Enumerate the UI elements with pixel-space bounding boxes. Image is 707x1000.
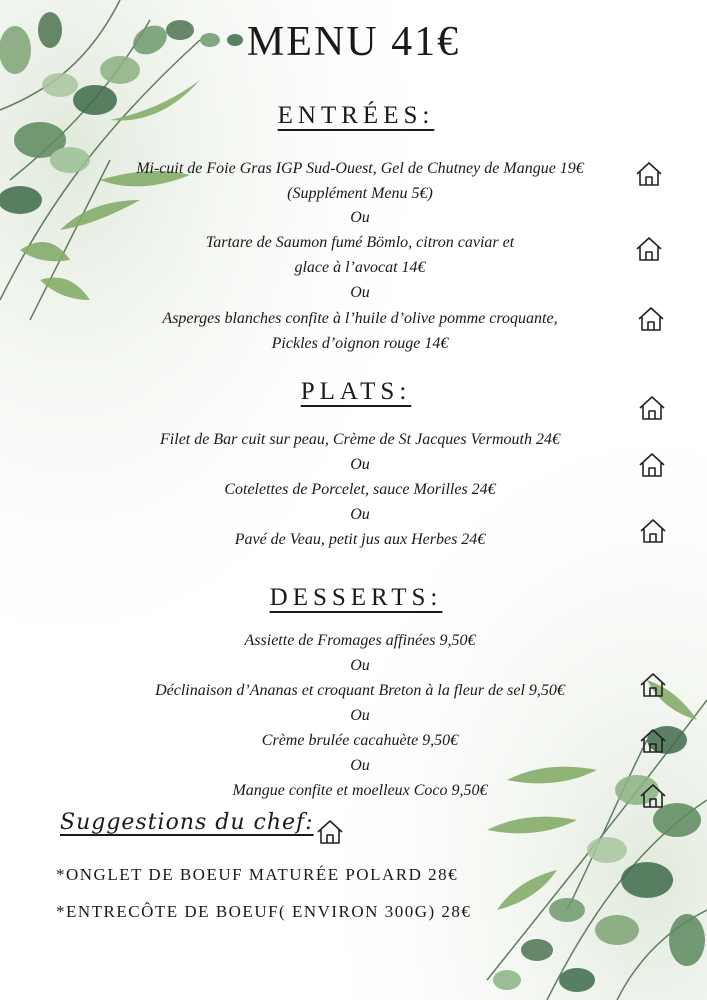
separator-ou: Ou bbox=[350, 456, 370, 473]
house-icon bbox=[637, 306, 665, 332]
entree-line: (Supplément Menu 5€) bbox=[287, 185, 433, 202]
house-icon bbox=[638, 452, 666, 478]
house-icon bbox=[635, 161, 663, 187]
plat-line: Cotelettes de Porcelet, sauce Morilles 24€ bbox=[224, 481, 496, 498]
entree-line: Pickles d’oignon rouge 14€ bbox=[271, 335, 449, 352]
house-icon bbox=[639, 728, 667, 754]
entree-line: Asperges blanches confite à l’huile d’olive pomme croquante, bbox=[162, 310, 558, 327]
entree-line: Mi-cuit de Foie Gras IGP Sud-Ouest, Gel de Chutney de Mangue 19€ bbox=[136, 160, 584, 177]
section-title-plats: PLATS: bbox=[300, 378, 412, 405]
entree-line: Tartare de Saumon fumé Bömlo, citron caviar et bbox=[205, 234, 515, 251]
section-title-desserts: DESSERTS: bbox=[269, 584, 443, 611]
separator-ou: Ou bbox=[350, 209, 370, 226]
house-icon bbox=[316, 819, 344, 845]
separator-ou: Ou bbox=[350, 757, 370, 774]
house-icon bbox=[639, 518, 667, 544]
plat-line: Pavé de Veau, petit jus aux Herbes 24€ bbox=[234, 531, 486, 548]
entree-line: glace à l’avocat 14€ bbox=[294, 259, 426, 276]
section-title-entrees: ENTRÉES: bbox=[277, 102, 435, 129]
house-icon bbox=[635, 236, 663, 262]
house-icon bbox=[639, 783, 667, 809]
dessert-line: Mangue confite et moelleux Coco 9,50€ bbox=[232, 782, 488, 799]
dessert-line: Déclinaison d’Ananas et croquant Breton à la fleur de sel 9,50€ bbox=[155, 682, 565, 699]
suggestion-item: *ONGLET DE BOEUF MATURÉE POLARD 28€ bbox=[56, 865, 459, 884]
house-icon bbox=[639, 672, 667, 698]
plat-line: Filet de Bar cuit sur peau, Crème de St Jacques Vermouth 24€ bbox=[160, 431, 560, 448]
house-icon bbox=[638, 395, 666, 421]
separator-ou: Ou bbox=[350, 707, 370, 724]
dessert-line: Crème brulée cacahuète 9,50€ bbox=[261, 732, 459, 749]
foliage-bottom-right-illustration bbox=[447, 680, 707, 1000]
separator-ou: Ou bbox=[350, 506, 370, 523]
separator-ou: Ou bbox=[350, 284, 370, 301]
menu-title: MENU 41€ bbox=[246, 19, 461, 65]
separator-ou: Ou bbox=[350, 657, 370, 674]
suggestions-label: Suggestions du chef: bbox=[60, 810, 314, 835]
dessert-line: Assiette de Fromages affinées 9,50€ bbox=[244, 632, 476, 649]
suggestion-item: *ENTRECÔTE DE BOEUF( ENVIRON 300G) 28€ bbox=[56, 902, 472, 921]
